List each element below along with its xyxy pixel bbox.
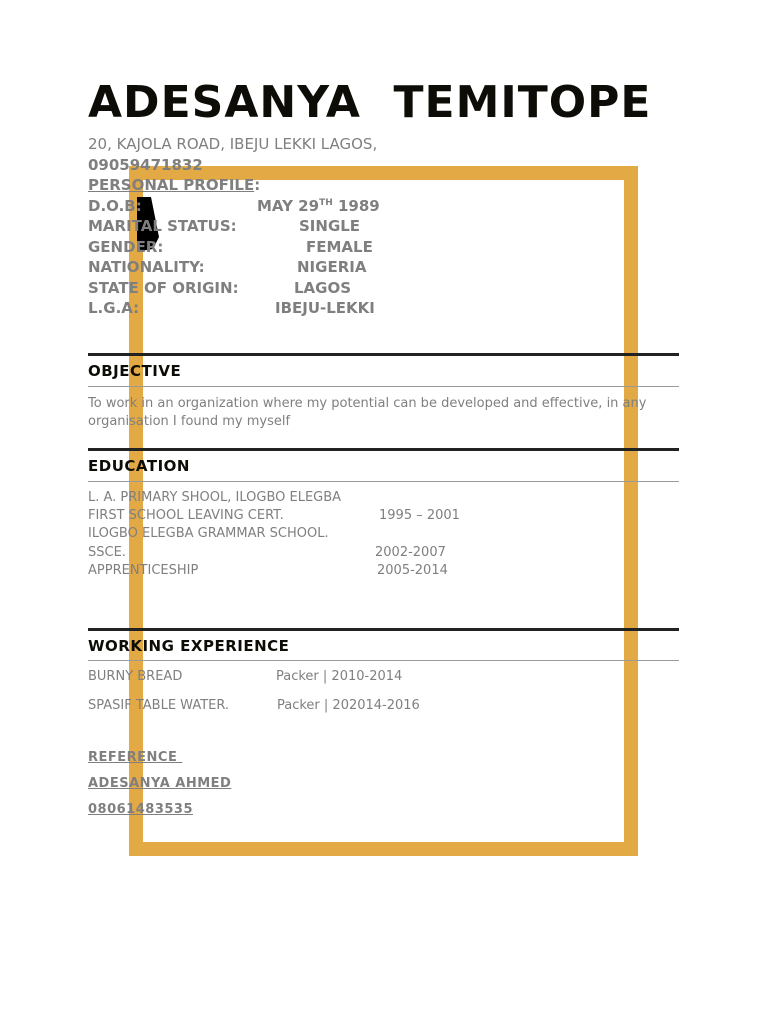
dob-label: D.O.B: — [88, 197, 142, 215]
state-of-origin-label: STATE OF ORIGIN: — [88, 279, 239, 297]
profile-row-gender — [88, 238, 373, 258]
education-row — [88, 563, 448, 581]
address: 20, KAJOLA ROAD, IBEJU LEKKI LAGOS, — [88, 135, 378, 153]
nationality-value: NIGERIA — [297, 258, 367, 276]
education-years: 2005-2014 — [377, 563, 448, 578]
education-title: EDUCATION — [88, 457, 190, 475]
education-row — [88, 545, 446, 563]
objective-top-rule — [88, 353, 679, 356]
candidate-name: ADESANYA TEMITOPE — [88, 77, 652, 128]
experience-top-rule — [88, 628, 679, 631]
education-row — [88, 490, 341, 508]
experience-bottom-rule — [88, 660, 679, 661]
personal-profile-heading-colon: : — [254, 176, 261, 194]
marital-status-label: MARITAL STATUS: — [88, 217, 237, 235]
objective-title: OBJECTIVE — [88, 362, 182, 380]
profile-row-lga — [88, 299, 375, 319]
profile-row-dob — [88, 197, 380, 217]
education-institution: L. A. PRIMARY SHOOL, ILOGBO ELEGBA — [88, 490, 342, 505]
objective-text: To work in an organization where my potential can be developed and effective, in any organisation I found my myself — [88, 396, 647, 429]
reference-phone: 08061483535 — [88, 802, 193, 817]
phone-number: 09059471832 — [88, 156, 203, 174]
lga-label: L.G.A: — [88, 299, 140, 317]
education-qualification: APPRENTICESHIP — [88, 563, 199, 578]
experience-employer: BURNY BREAD — [88, 669, 183, 684]
gender-label: GENDER: — [88, 238, 164, 256]
marital-status-value: SINGLE — [299, 217, 361, 235]
education-bottom-rule — [88, 481, 679, 482]
experience-role: Packer | 202014-2016 — [277, 698, 420, 713]
personal-profile-heading-text: PERSONAL PROFILE — [88, 176, 255, 194]
education-institution: ILOGBO ELEGBA GRAMMAR SCHOOL. — [88, 526, 329, 541]
experience-row — [88, 669, 403, 687]
education-qualification: SSCE. — [88, 545, 126, 560]
profile-row-nationality — [88, 258, 367, 278]
education-row — [88, 508, 460, 526]
experience-row — [88, 698, 420, 716]
nationality-label: NATIONALITY: — [88, 258, 205, 276]
education-row — [88, 526, 329, 544]
education-top-rule — [88, 448, 679, 451]
dob-value-day: MAY 29 — [257, 197, 320, 215]
education-years: 2002-2007 — [375, 545, 446, 560]
education-qualification: FIRST SCHOOL LEAVING CERT. — [88, 508, 284, 523]
state-of-origin-value: LAGOS — [294, 279, 352, 297]
experience-title: WORKING EXPERIENCE — [88, 637, 290, 655]
gender-value: FEMALE — [306, 238, 373, 256]
profile-row-state-of-origin — [88, 279, 352, 299]
objective-bottom-rule — [88, 386, 679, 387]
education-years: 1995 – 2001 — [379, 508, 460, 523]
experience-employer: SPASIF TABLE WATER. — [88, 698, 230, 713]
personal-profile-heading — [88, 176, 260, 194]
lga-value: IBEJU-LEKKI — [275, 299, 375, 317]
dob-value — [257, 197, 380, 215]
dob-value-ordinal: TH — [319, 198, 333, 208]
reference-title: REFERENCE — [88, 750, 183, 765]
profile-row-marital-status — [88, 217, 361, 237]
experience-role: Packer | 2010-2014 — [276, 669, 403, 684]
dob-value-year: 1989 — [332, 197, 380, 215]
reference-name: ADESANYA AHMED — [88, 776, 232, 791]
